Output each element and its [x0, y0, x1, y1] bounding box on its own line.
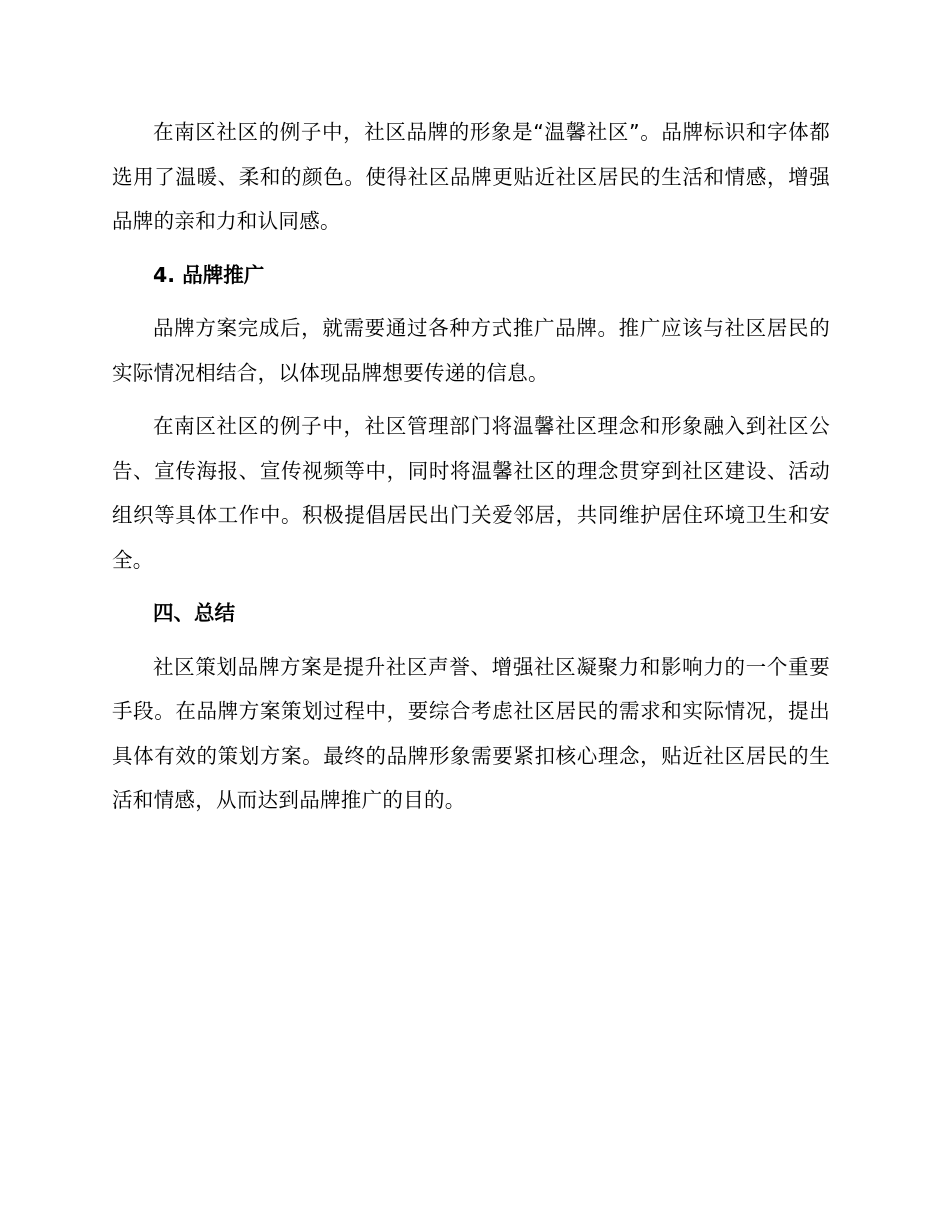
paragraph-promotion-example: 在南区社区的例子中，社区管理部门将温馨社区理念和形象融入到社区公告、宣传海报、宣传视频等中，同时将温馨社区的理念贯穿到社区建设、活动组织等具体工作中。积极提倡居民出门关爱邻居，共同维护居住环境卫生和安全。 — [112, 414, 830, 572]
document-body — [112, 110, 830, 823]
paragraph-promotion-intro: 品牌方案完成后，就需要通过各种方式推广品牌。推广应该与社区居民的实际情况相结合，以体现品牌想要传递的信息。 — [112, 316, 830, 385]
section-heading-summary: 四、总结 — [153, 601, 235, 625]
paragraph-summary: 社区策划品牌方案是提升社区声誉、增强社区凝聚力和影响力的一个重要手段。在品牌方案策划过程中，要综合考虑社区居民的需求和实际情况，提出具体有效的策划方案。最终的品牌形象需要紧扣核心理念，贴近社区居民的生活和情感，从而达到品牌推广的目的。 — [112, 654, 830, 812]
section-heading-brand-promotion: 4. 品牌推广 — [153, 262, 265, 287]
paragraph-brand-image: 在南区社区的例子中，社区品牌的形象是“温馨社区”。品牌标识和字体都选用了温暖、柔和的颜色。使得社区品牌更贴近社区居民的生活和情感，增强品牌的亲和力和认同感。 — [112, 120, 830, 233]
